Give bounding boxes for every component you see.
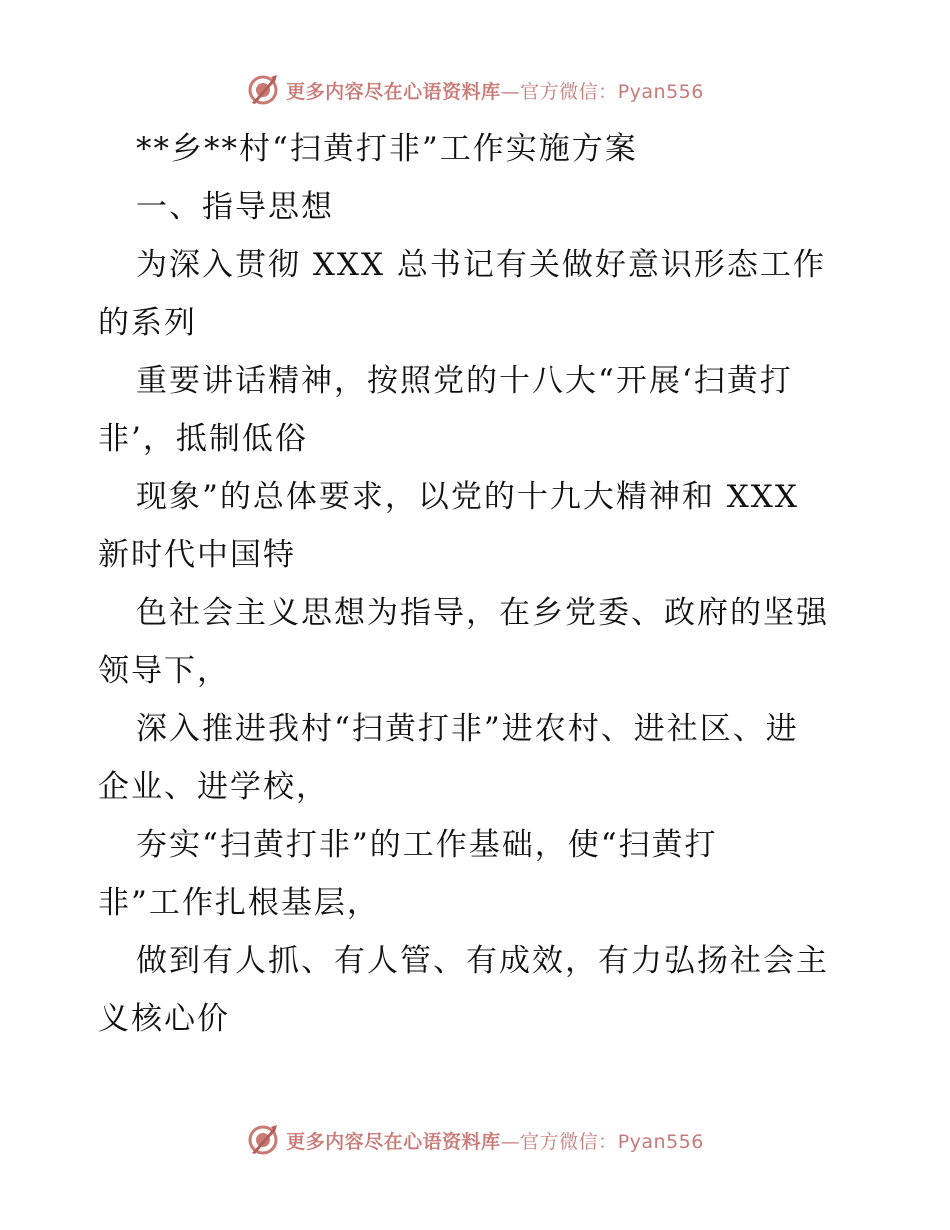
header-watermark: [0, 70, 950, 110]
document-line: 非’，抵制低俗: [98, 421, 308, 457]
document-line: 深入推进我村“扫黄打非”进农村、进社区、进: [136, 711, 799, 747]
watermark-main: 更多内容尽在心语资料库: [286, 1130, 501, 1153]
document-line: 义核心价: [98, 1001, 230, 1037]
watermark-text: [286, 77, 704, 104]
watermark-account-id: Pyan556: [617, 1130, 704, 1153]
watermark-text: [286, 1127, 704, 1154]
document-line: 新时代中国特: [98, 537, 296, 573]
document-line: 现象”的总体要求，以党的十九大精神和 XXX: [136, 479, 799, 515]
watermark-separator: —: [500, 80, 521, 103]
document-line: 领导下，: [98, 653, 230, 689]
quill-seal-icon: [246, 1123, 280, 1157]
document-line: 色社会主义思想为指导，在乡党委、政府的坚强: [136, 595, 829, 631]
document-body: [98, 120, 868, 1048]
watermark-main: 更多内容尽在心语资料库: [286, 80, 501, 103]
footer-watermark: [0, 1120, 950, 1160]
document-line: 一、指导思想: [136, 189, 334, 225]
watermark-separator: —: [500, 1130, 521, 1153]
watermark-account-label: 官方微信：: [520, 80, 618, 103]
document-line: 夯实“扫黄打非”的工作基础，使“扫黄打: [136, 827, 718, 863]
document-line: 重要讲话精神，按照党的十八大“开展‘扫黄打: [136, 363, 793, 399]
document-line: 做到有人抓、有人管、有成效，有力弘扬社会主: [136, 943, 829, 979]
watermark-account-label: 官方微信：: [520, 1130, 618, 1153]
document-line: 非”工作扎根基层，: [98, 885, 380, 921]
document-line: 的系列: [98, 305, 197, 341]
document-line: 为深入贯彻 XXX 总书记有关做好意识形态工作: [136, 247, 826, 283]
document-title: **乡**村“扫黄打非”工作实施方案: [136, 131, 638, 167]
watermark-account-id: Pyan556: [617, 80, 704, 103]
document-line: 企业、进学校，: [98, 769, 329, 805]
quill-seal-icon: [246, 73, 280, 107]
